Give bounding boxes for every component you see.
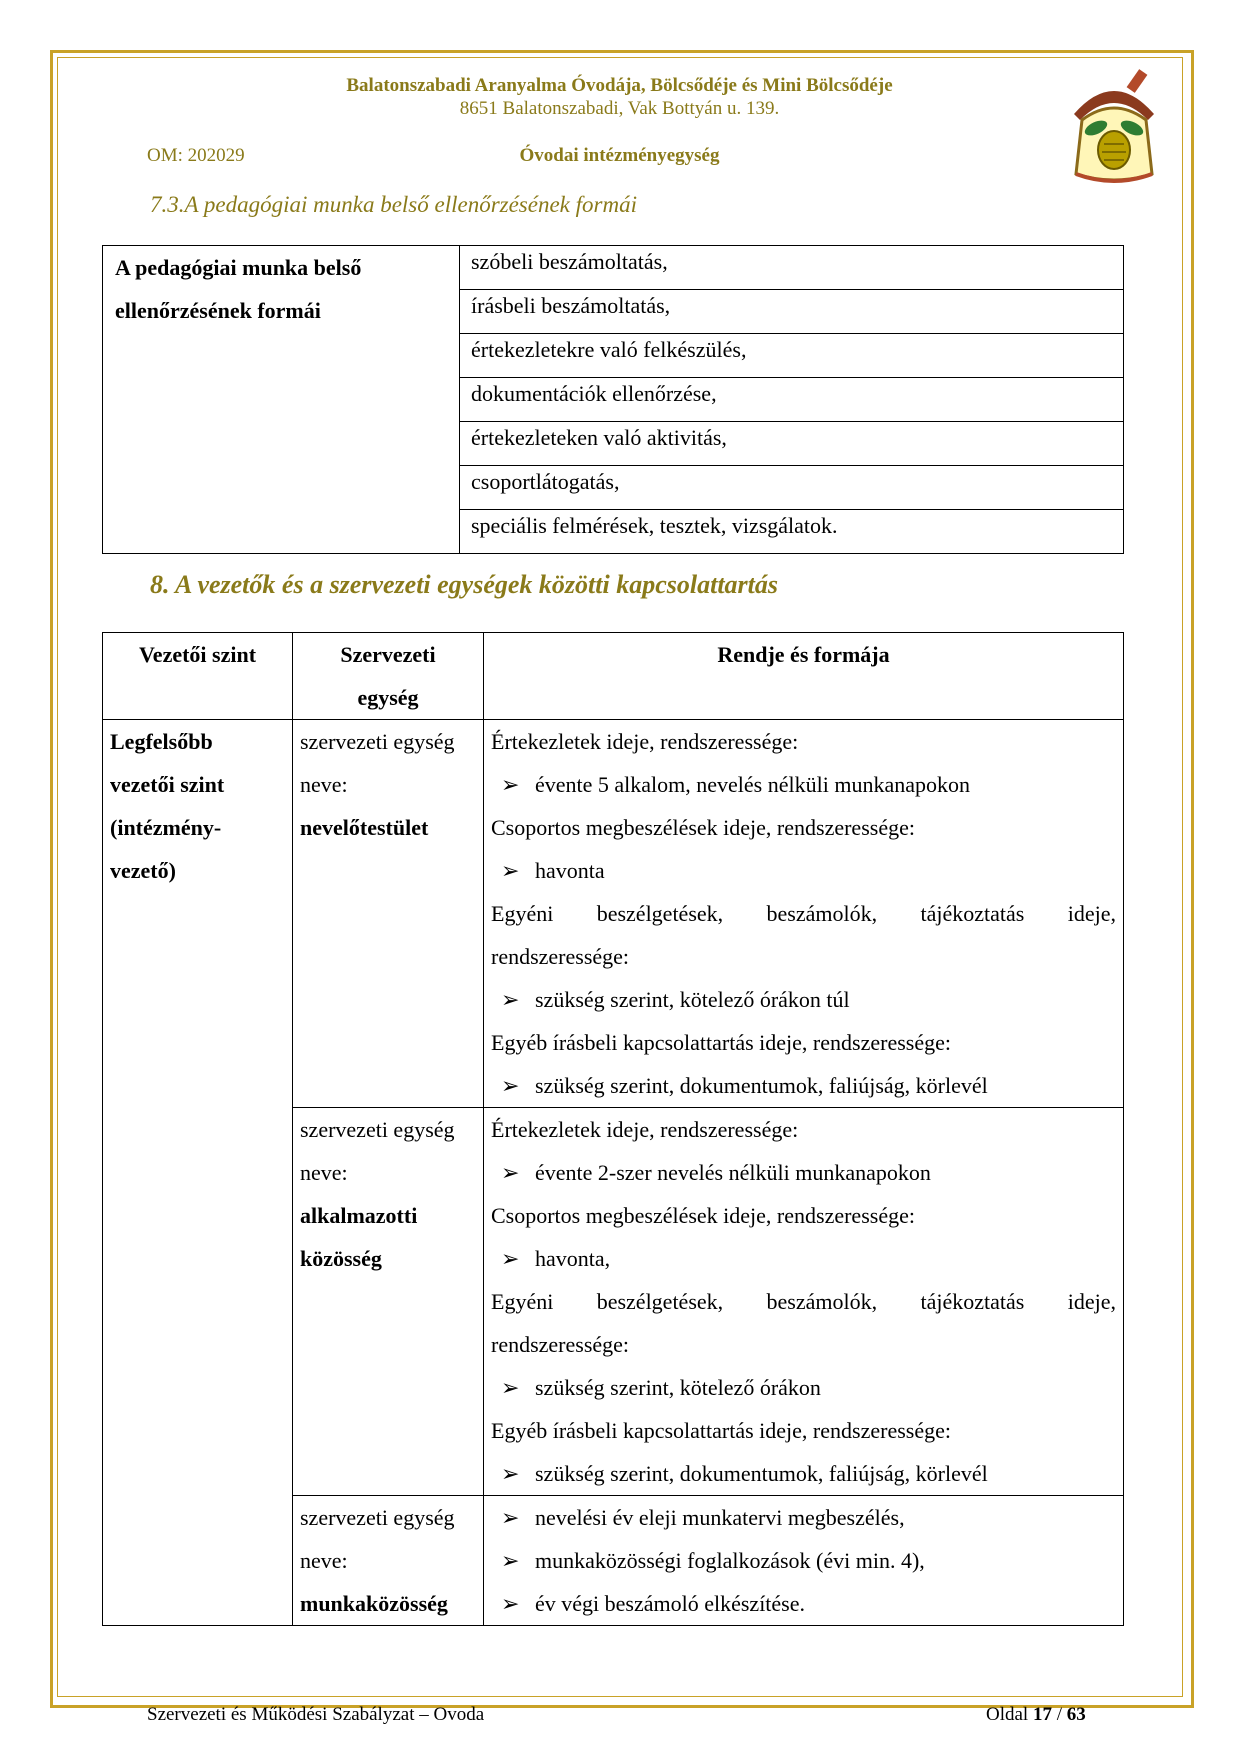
table-row <box>103 720 1124 1108</box>
institution-name: Balatonszabadi Aranyalma Óvodája, Bölcsődéje és Mini Bölcsődéje <box>346 75 893 96</box>
bullet-item <box>491 1151 1116 1194</box>
bullet-text: szükség szerint, dokumentumok, faliújság, körlevél <box>535 1461 988 1486</box>
arrow-bullet-icon: ➢ <box>501 1160 520 1185</box>
bullet-item <box>491 1064 1116 1107</box>
bullet-item <box>491 1539 1116 1582</box>
om-number: OM: 202029 <box>147 145 245 166</box>
detail-line: rendszeressége: <box>491 944 630 969</box>
control-forms-table <box>102 245 1124 554</box>
arrow-bullet-icon: ➢ <box>501 1073 520 1098</box>
bullet-text: évente 2-szer nevelés nélküli munkanapokon <box>535 1160 931 1185</box>
bullet-item <box>491 978 1116 1021</box>
unit-name: közösség <box>300 1246 382 1271</box>
unit-name: Óvodai intézményegység <box>519 145 720 166</box>
header-org-unit-line2: egység <box>357 685 419 710</box>
control-form-item: értekezletekre való felkészülés, <box>460 334 1124 378</box>
institution-address: 8651 Balatonszabadi, Vak Bottyán u. 139. <box>459 98 780 119</box>
unit-name: alkalmazotti <box>300 1203 418 1228</box>
control-form-item: szóbeli beszámoltatás, <box>460 246 1124 290</box>
detail-line: Csoportos megbeszélések ideje, rendszeressége: <box>491 815 915 840</box>
page-total: 63 <box>1066 1704 1086 1725</box>
leadership-level-cell <box>103 720 293 1626</box>
footer-document-title: Szervezeti és Működési Szabályzat – Ovoda <box>147 1704 485 1725</box>
level-line: (intézmény- <box>110 815 222 840</box>
unit-name: nevelőtestület <box>300 815 429 840</box>
unit-detail-cell <box>484 1496 1124 1626</box>
unit-name: munkaközösség <box>300 1591 448 1616</box>
detail-line: Értekezletek ideje, rendszeressége: <box>491 729 799 754</box>
control-forms-label-line1: A pedagógiai munka belső <box>115 255 362 280</box>
bullet-text: havonta, <box>535 1246 611 1271</box>
bullet-text: szükség szerint, kötelező órákon <box>535 1375 821 1400</box>
unit-label: neve: <box>300 1548 348 1573</box>
bullet-text: munkaközösségi foglalkozások (évi min. 4), <box>535 1548 925 1573</box>
section-7-3-title: 7.3.A pedagógiai munka belső ellenőrzésének formái <box>150 192 637 217</box>
arrow-bullet-icon: ➢ <box>501 987 520 1012</box>
bullet-item <box>491 1496 1116 1539</box>
unit-label: szervezeti egység <box>300 729 455 754</box>
bullet-text: szükség szerint, dokumentumok, faliújság, körlevél <box>535 1073 988 1098</box>
level-line: vezető) <box>110 858 176 883</box>
level-line: Legfelsőbb <box>110 729 213 754</box>
bullet-text: nevelési év eleji munkatervi megbeszélés, <box>535 1505 905 1530</box>
control-forms-label-line2: ellenőrzésének formái <box>115 298 321 323</box>
header-org-unit-line1: Szervezeti <box>340 642 436 667</box>
arrow-bullet-icon: ➢ <box>501 772 520 797</box>
control-forms-label-cell <box>103 246 460 554</box>
bullet-text: év végi beszámoló elkészítése. <box>535 1591 806 1616</box>
arrow-bullet-icon: ➢ <box>501 1461 520 1486</box>
arrow-bullet-icon: ➢ <box>501 1548 520 1573</box>
header-order-form: Rendje és formája <box>484 633 1124 720</box>
section-8-title: 8. A vezetők és a szervezeti egységek közötti kapcsolattartás <box>150 570 778 599</box>
unit-cell <box>293 1108 484 1496</box>
unit-cell <box>293 1496 484 1626</box>
bullet-item <box>491 1237 1116 1280</box>
bullet-text: évente 5 alkalom, nevelés nélküli munkanapokon <box>535 772 970 797</box>
control-form-item: csoportlátogatás, <box>460 466 1124 510</box>
arrow-bullet-icon: ➢ <box>501 1505 520 1530</box>
bullet-item <box>491 1452 1116 1495</box>
bullet-text: havonta <box>535 858 605 883</box>
detail-line: Csoportos megbeszélések ideje, rendszeressége: <box>491 1203 915 1228</box>
liaison-header-row <box>103 633 1124 720</box>
detail-line: Egyéb írásbeli kapcsolattartás ideje, rendszeressége: <box>491 1030 951 1055</box>
unit-label: neve: <box>300 1160 348 1185</box>
unit-label: neve: <box>300 772 348 797</box>
detail-line: Egyéni beszélgetések, beszámolók, tájékoztatás ideje, <box>491 1289 1116 1314</box>
control-form-item: dokumentációk ellenőrzése, <box>460 378 1124 422</box>
control-form-item: írásbeli beszámoltatás, <box>460 290 1124 334</box>
unit-detail-cell <box>484 720 1124 1108</box>
bullet-text: szükség szerint, kötelező órákon túl <box>535 987 850 1012</box>
page-current: 17 <box>1032 1704 1052 1725</box>
control-form-item: speciális felmérések, tesztek, vizsgálatok. <box>460 510 1124 554</box>
unit-label: szervezeti egység <box>300 1505 455 1530</box>
detail-line: rendszeressége: <box>491 1332 630 1357</box>
detail-line: Értekezletek ideje, rendszeressége: <box>491 1117 799 1142</box>
unit-cell <box>293 720 484 1108</box>
bullet-item <box>491 1582 1116 1625</box>
unit-detail-cell <box>484 1108 1124 1496</box>
detail-line: Egyéni beszélgetések, beszámolók, tájékoztatás ideje, <box>491 901 1116 926</box>
page-prefix: Oldal <box>986 1704 1029 1725</box>
footer-page-number <box>986 1704 1086 1726</box>
page-separator: / <box>1051 1704 1067 1725</box>
bullet-item <box>491 1366 1116 1409</box>
kindergarten-logo-icon <box>1066 66 1162 186</box>
arrow-bullet-icon: ➢ <box>501 1591 520 1616</box>
detail-line: Egyéb írásbeli kapcsolattartás ideje, rendszeressége: <box>491 1418 951 1443</box>
liaison-table <box>102 632 1124 1626</box>
arrow-bullet-icon: ➢ <box>501 1375 520 1400</box>
bullet-item <box>491 763 1116 806</box>
bullet-item <box>491 849 1116 892</box>
unit-label: szervezeti egység <box>300 1117 455 1142</box>
arrow-bullet-icon: ➢ <box>501 858 520 883</box>
arrow-bullet-icon: ➢ <box>501 1246 520 1271</box>
control-form-item: értekezleteken való aktivitás, <box>460 422 1124 466</box>
level-line: vezetői szint <box>110 772 225 797</box>
header-leadership-level: Vezetői szint <box>103 633 293 720</box>
header-org-unit <box>293 633 484 720</box>
